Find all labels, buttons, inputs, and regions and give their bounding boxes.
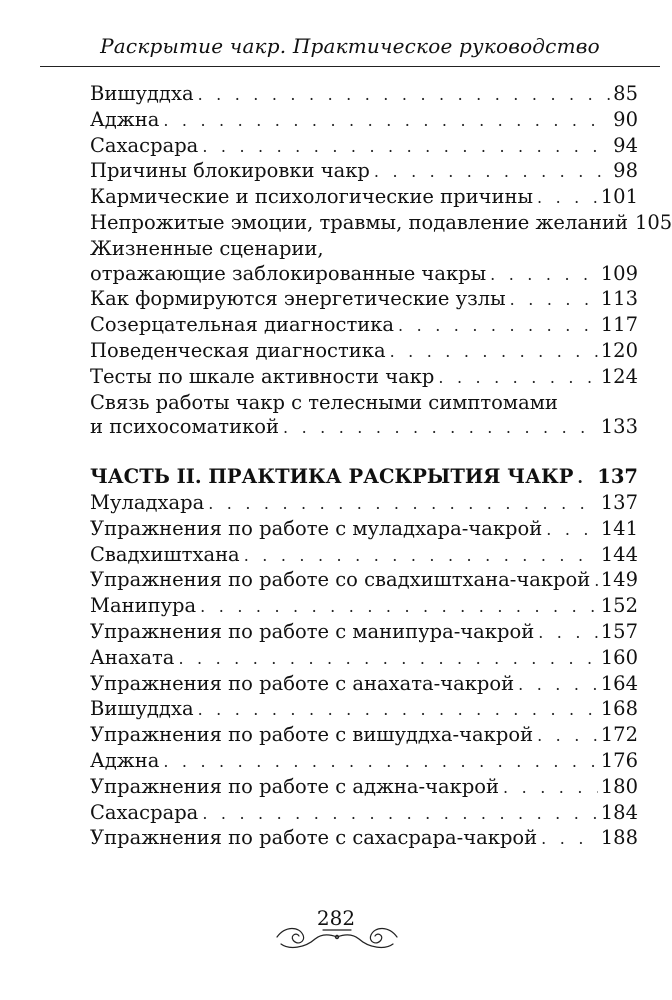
toc-entry-page: 133 [600, 415, 638, 439]
toc-part-heading [90, 465, 638, 491]
toc-entry-title: Как формируются энергетические узлы [90, 287, 506, 311]
toc-entry-title: Упражнения по работе с аджна-чакрой [90, 774, 500, 798]
toc-entry-title: Созерцательная диагностика [90, 313, 395, 337]
toc-leader-dots [178, 647, 597, 672]
toc-entry-title: Аджна [90, 748, 160, 772]
toc-entry-title: и психосоматикой [90, 415, 280, 439]
toc-entry-page: 124 [600, 364, 638, 388]
toc-entry-title: Манипура [90, 594, 197, 618]
toc-entry-page: 120 [600, 338, 638, 362]
running-header-title: Раскрытие чакр. Практическое руководство [100, 34, 600, 58]
toc-entry-title: Свадхиштхана [90, 542, 240, 566]
toc-entry-title: Аджна [90, 107, 160, 131]
running-header [40, 30, 660, 67]
toc-entry [90, 287, 638, 313]
toc-entry-page: 152 [600, 594, 638, 618]
toc-leader-dots [208, 492, 598, 517]
toc-entry [90, 775, 638, 801]
toc-leader-dots [198, 698, 598, 723]
toc-entry-title: Муладхара [90, 490, 205, 514]
toc-leader-dots [198, 83, 611, 108]
toc-leader-dots [518, 673, 598, 698]
toc-entry-page: 109 [600, 261, 638, 285]
toc-entry-page: 149 [600, 568, 638, 592]
toc-entry-title-line1: Связь работы чакр с телесными симптомами [90, 390, 558, 414]
toc-entry [90, 517, 638, 543]
toc-leader-dots [541, 827, 598, 852]
toc-entry [90, 415, 638, 441]
toc-entry [90, 185, 638, 211]
toc-entry-title: Упражнения по работе с анахата-чакрой [90, 671, 515, 695]
toc-entry [90, 365, 638, 391]
toc-entry-title: Поведенческая диагностика [90, 338, 386, 362]
toc-leader-dots [577, 466, 594, 491]
toc-entry-page: 188 [600, 826, 638, 850]
toc-entry [90, 646, 638, 672]
toc-entry-title-line1: Жизненные сценарии, [90, 236, 324, 260]
toc-entry-page: 94 [613, 133, 638, 157]
toc-entry [90, 672, 638, 698]
toc-entry-page: 141 [600, 516, 638, 540]
toc-entry-title: Сахасрара [90, 133, 199, 157]
toc-entry [90, 134, 638, 160]
toc-entry [90, 491, 638, 517]
toc-entry-page: 90 [613, 107, 638, 131]
toc-leader-dots [202, 135, 610, 160]
toc-leader-dots [438, 366, 597, 391]
flourish-ornament-icon [275, 922, 399, 952]
toc-entry-page: 176 [600, 748, 638, 772]
toc-entry-title: Непрожитые эмоции, травмы, подавление желаний [90, 210, 628, 234]
toc-leader-dots [390, 340, 598, 365]
toc-entry [90, 723, 638, 749]
toc-leader-dots [538, 621, 598, 646]
toc-entry-page: 105 [634, 210, 672, 234]
toc-leader-dots [510, 288, 598, 313]
toc-leader-dots [244, 544, 598, 569]
toc-entry-title: Упражнения по работе с муладхара-чакрой [90, 516, 543, 540]
toc-entry [90, 210, 672, 237]
toc-entry-title: Кармические и психологические причины [90, 185, 533, 209]
toc-entry-page: 160 [600, 645, 638, 669]
toc-entry-title: Упражнения по работе с манипура-чакрой [90, 619, 535, 643]
toc-entry-page: 98 [613, 159, 638, 183]
toc-entry-page: 157 [600, 619, 638, 643]
toc-entry [90, 801, 638, 827]
toc-entry [90, 339, 638, 365]
toc-leader-dots [537, 724, 598, 749]
toc-leader-dots [374, 160, 610, 185]
toc-entry-title: Причины блокировки чакр [90, 159, 370, 183]
section-gap [90, 441, 638, 465]
toc-entry [90, 262, 638, 288]
toc-part-page: 137 [597, 465, 638, 489]
toc-entry-title: Анахата [90, 645, 175, 669]
toc-entry-page: 180 [600, 774, 638, 798]
toc-leader-dots [490, 263, 598, 288]
toc-entry [90, 697, 638, 723]
toc-entry [90, 543, 638, 569]
toc-entry [90, 108, 638, 134]
toc-entry [90, 159, 638, 185]
toc-entry [90, 594, 638, 620]
toc-leader-dots [200, 595, 598, 620]
toc-entry-title: Вишуддха [90, 697, 194, 721]
toc-entry-page: 117 [600, 313, 638, 337]
toc-entry-title: Вишуддха [90, 82, 194, 105]
toc-leader-dots [503, 776, 598, 801]
toc-entry [90, 826, 638, 852]
toc-entry-page: 137 [600, 490, 638, 514]
toc-entry-page: 101 [600, 185, 638, 209]
toc-entry [90, 568, 638, 594]
toc-entry-first-line [90, 391, 638, 416]
table-of-contents [90, 82, 672, 852]
toc-entry [90, 749, 638, 775]
toc-entry-page: 113 [600, 287, 638, 311]
toc-entry-title: Сахасрара [90, 800, 199, 824]
toc-entry-title: отражающие заблокированные чакры [90, 261, 487, 285]
toc-leader-dots [163, 750, 597, 775]
toc-part-title: ЧАСТЬ II. ПРАКТИКА РАСКРЫТИЯ ЧАКР [90, 465, 574, 489]
toc-leader-dots [537, 186, 598, 211]
toc-entry-first-line [90, 237, 638, 262]
toc-entry [90, 82, 638, 108]
toc-entry-title: Упражнения по работе со свадхиштхана-чакрой [90, 568, 591, 592]
toc-entry-page: 85 [613, 82, 638, 105]
toc-entry [90, 620, 638, 646]
toc-entry-page: 172 [600, 723, 638, 747]
toc-leader-dots [283, 416, 598, 441]
page-footer [0, 900, 672, 960]
toc-leader-dots [202, 802, 597, 827]
toc-entry-title: Упражнения по работе с вишуддха-чакрой [90, 723, 534, 747]
toc-entry-title: Упражнения по работе с сахасрара-чакрой [90, 826, 538, 850]
toc-entry-page: 144 [600, 542, 638, 566]
page-number: 282 [316, 906, 356, 930]
toc-leader-dots [546, 518, 598, 543]
toc-leader-dots [398, 314, 598, 339]
toc-leader-dots [163, 109, 610, 134]
toc-entry-page: 164 [600, 671, 638, 695]
toc-entry-page: 184 [600, 800, 638, 824]
toc-entry-page: 168 [600, 697, 638, 721]
toc-entry-title: Тесты по шкале активности чакр [90, 364, 435, 388]
toc-entry [90, 313, 638, 339]
